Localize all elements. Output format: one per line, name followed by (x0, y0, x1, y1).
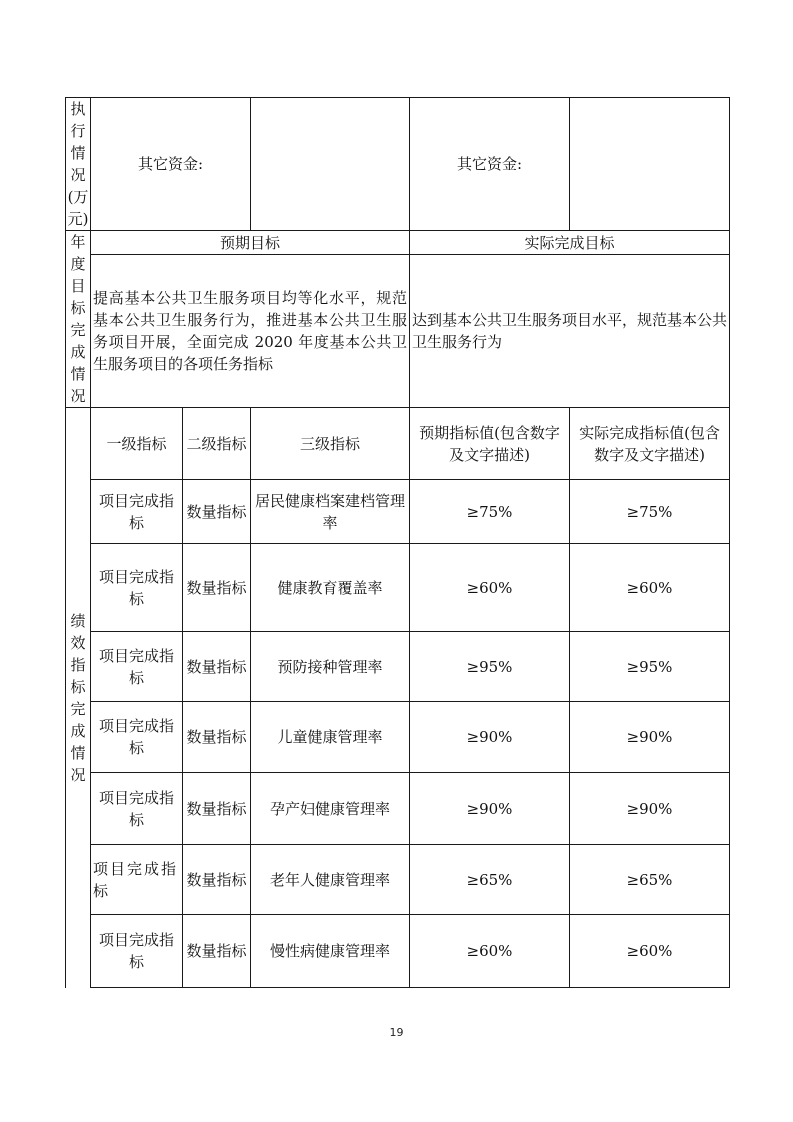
level2-cell: 数量指标 (183, 480, 251, 544)
level3-cell: 预防接种管理率 (251, 632, 410, 702)
level1-cell: 项目完成指标 (91, 773, 183, 845)
other-funds-label-1: 其它资金: (91, 98, 251, 231)
side-char: 年 (70, 233, 86, 251)
side-char: 情 (70, 365, 86, 383)
actual-target-text: 达到基本公共卫生服务项目水平，规范基本公共卫生服务行为 (410, 255, 730, 408)
side-char: 绩 (70, 611, 86, 630)
side-char: 目 (70, 277, 86, 295)
side-char: 度 (70, 255, 86, 273)
side-char: 完 (70, 699, 86, 718)
actual-value-cell: ≥60% (570, 915, 730, 988)
other-funds-row (66, 98, 730, 231)
side-char: 情 (70, 743, 86, 762)
side-char: 完 (70, 321, 86, 339)
side-char: 情 (70, 144, 86, 162)
table-row (66, 544, 730, 632)
table-row (66, 773, 730, 845)
level2-cell: 数量指标 (183, 915, 251, 988)
side-char: 成 (70, 343, 86, 361)
actual-value-cell: ≥60% (570, 544, 730, 632)
actual-value-cell: ≥90% (570, 773, 730, 845)
actual-value-cell: ≥90% (570, 702, 730, 773)
side-char: 标 (70, 677, 86, 696)
expected-target-header: 预期目标 (91, 231, 410, 255)
performance-side-label (66, 408, 91, 988)
annual-side-label (66, 231, 91, 408)
level2-cell: 数量指标 (183, 544, 251, 632)
level1-cell: 项目完成指标 (91, 702, 183, 773)
level2-header: 二级指标 (183, 408, 251, 480)
side-char: 行 (70, 122, 86, 140)
side-char: 效 (70, 633, 86, 652)
level1-cell: 项目完成指标 (91, 845, 183, 915)
other-funds-value-1 (251, 98, 410, 231)
expected-value-cell: ≥90% (410, 773, 570, 845)
side-char: 况 (70, 166, 86, 184)
table-row (66, 632, 730, 702)
annual-content-row (66, 255, 730, 408)
table-row (66, 480, 730, 544)
level1-cell: 项目完成指标 (91, 480, 183, 544)
level3-cell: 老年人健康管理率 (251, 845, 410, 915)
level1-cell: 项目完成指标 (91, 632, 183, 702)
level3-header: 三级指标 (251, 408, 410, 480)
expected-value-header: 预期指标值(包含数字及文字描述) (410, 408, 570, 480)
annual-header-row (66, 231, 730, 255)
expected-value-cell: ≥60% (410, 915, 570, 988)
level1-header: 一级指标 (91, 408, 183, 480)
expected-target-text: 提高基本公共卫生服务项目均等化水平，规范基本公共卫生服务行为，推进基本公共卫生服务项目开展，全面完成 2020 年度基本公共卫生服务项目的各项任务指标 (91, 255, 410, 408)
expected-value-cell: ≥60% (410, 544, 570, 632)
indicator-header-row (66, 408, 730, 480)
table-row (66, 845, 730, 915)
side-char: 元) (67, 210, 89, 228)
expected-value-cell: ≥75% (410, 480, 570, 544)
side-char: 执 (70, 100, 86, 118)
level3-cell: 儿童健康管理率 (251, 702, 410, 773)
actual-value-cell: ≥75% (570, 480, 730, 544)
performance-table (65, 97, 730, 988)
level1-cell: 项目完成指标 (91, 544, 183, 632)
level2-cell: 数量指标 (183, 632, 251, 702)
table-row (66, 702, 730, 773)
actual-target-header: 实际完成目标 (410, 231, 730, 255)
level2-cell: 数量指标 (183, 845, 251, 915)
actual-value-cell: ≥65% (570, 845, 730, 915)
other-funds-value-2 (570, 98, 730, 231)
page-number: 19 (389, 1026, 404, 1039)
side-char: 况 (70, 387, 86, 405)
level3-cell: 居民健康档案建档管理率 (251, 480, 410, 544)
expected-value-cell: ≥65% (410, 845, 570, 915)
level2-cell: 数量指标 (183, 773, 251, 845)
side-char: 成 (70, 721, 86, 740)
other-funds-label-2: 其它资金: (410, 98, 570, 231)
actual-value-header: 实际完成指标值(包含数字及文字描述) (570, 408, 730, 480)
expected-value-cell: ≥90% (410, 702, 570, 773)
level3-cell: 健康教育覆盖率 (251, 544, 410, 632)
side-char: 标 (70, 299, 86, 317)
actual-value-cell: ≥95% (570, 632, 730, 702)
side-char: 指 (70, 655, 86, 674)
level2-cell: 数量指标 (183, 702, 251, 773)
side-char: 况 (70, 765, 86, 784)
table-row (66, 915, 730, 988)
level3-cell: 慢性病健康管理率 (251, 915, 410, 988)
side-char: (万 (67, 188, 89, 206)
level1-cell: 项目完成指标 (91, 915, 183, 988)
level3-cell: 孕产妇健康管理率 (251, 773, 410, 845)
expected-value-cell: ≥95% (410, 632, 570, 702)
execution-side-label (66, 98, 91, 231)
